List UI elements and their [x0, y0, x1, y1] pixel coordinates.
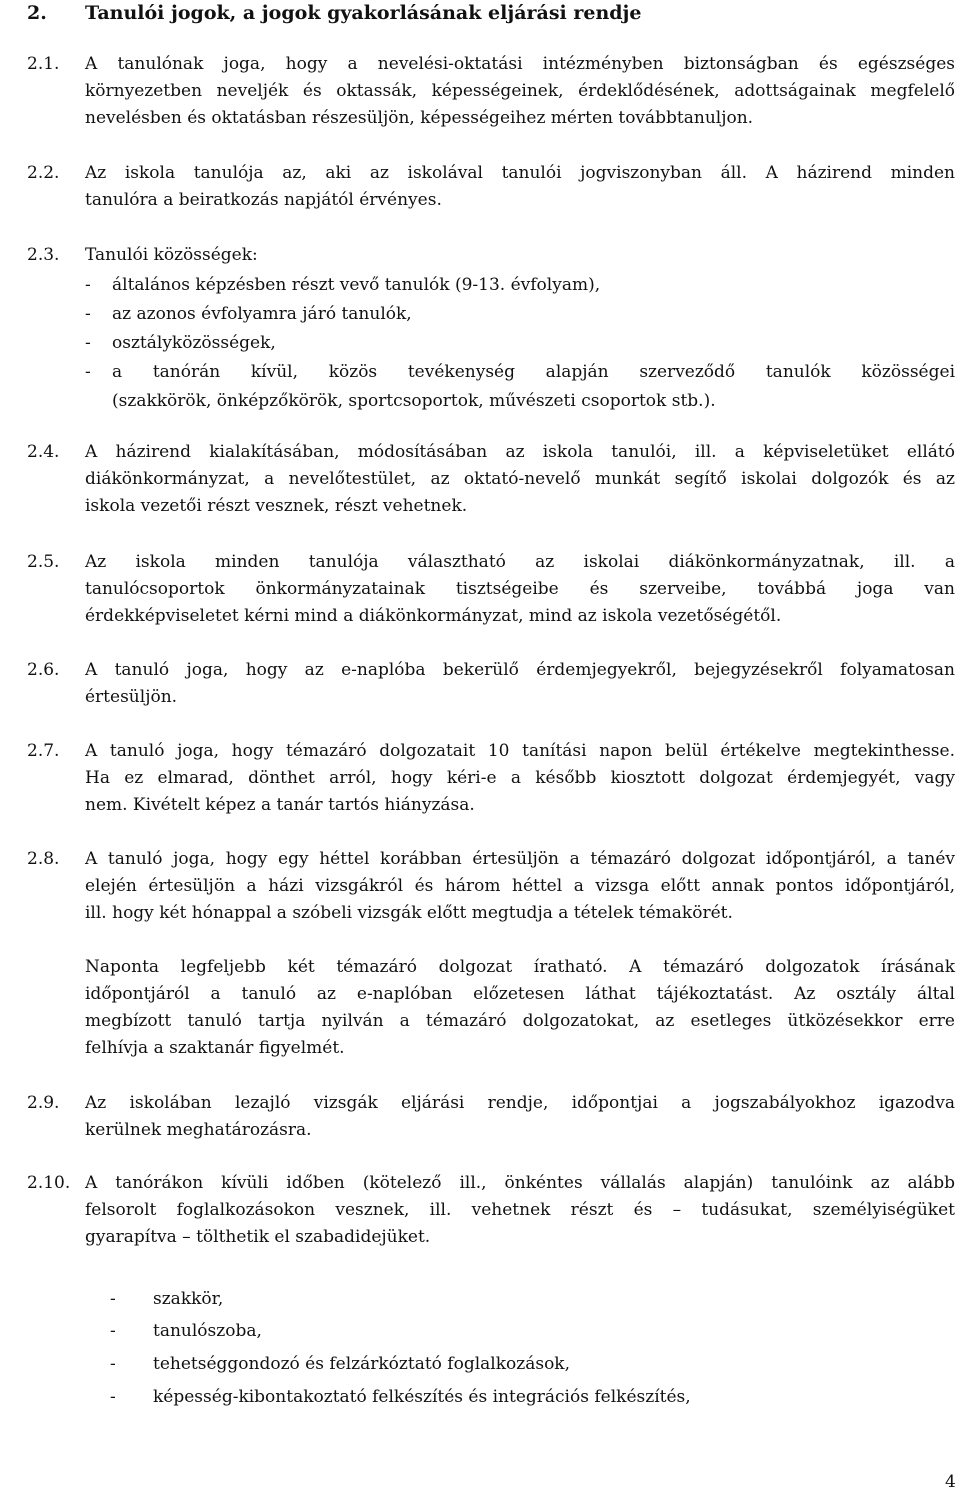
item-line: A tanuló joga, hogy témazáró dolgozatait 10 tanítási napon belül értékelve megtekinthesse. — [85, 741, 955, 761]
section-title: Tanulói jogok, a jogok gyakorlásának eljárási rendje — [85, 2, 642, 24]
item-line: nem. Kivételt képez a tanár tartós hiányzása. — [85, 795, 475, 815]
item-line: Ha ez elmarad, dönthet arról, hogy kéri-e a később kiosztott dolgozat érdemjegyét, vagy — [85, 768, 955, 788]
item-line: gyarapítva – tölthetik el szabadidejüket. — [85, 1227, 431, 1247]
activity-text: tehetséggondozó és felzárkóztató foglalkozások, — [153, 1354, 571, 1374]
item-line: A tanulónak joga, hogy a nevelési-oktatási intézményben biztonságban és egészséges — [85, 54, 955, 74]
item-line: felsorolt foglalkozásokon vesznek, ill. vehetnek részt és – tudásukat, személyiségüket — [85, 1200, 955, 1220]
section-heading — [27, 0, 927, 26]
item-line: A tanuló joga, hogy az e-naplóba bekerülő érdemjegyekről, bejegyzésekről folyamatosan — [85, 660, 955, 680]
item-line: Naponta legfeljebb két témazáró dolgozat íratható. A témazáró dolgozatok írásának — [85, 957, 955, 977]
item-line: iskola vezetői részt vesznek, részt vehetnek. — [85, 496, 468, 516]
item-line: időpontjáról a tanuló az e-naplóban előzetesen láthat tájékoztatást. Az osztály által — [85, 984, 955, 1004]
item-line: környezetben neveljék és oktassák, képességeinek, érdeklődésének, adottságainak megfelelő — [85, 81, 955, 101]
item-line: A házirend kialakításában, módosításában az iskola tanulói, ill. a képviseletüket ellátó — [85, 442, 955, 462]
bullet-dash: - — [110, 1387, 116, 1407]
item-line: elején értesüljön a házi vizsgákról és három héttel a vizsga előtt annak pontos időpontjáról, — [85, 876, 955, 896]
item-line: tanulóra a beiratkozás napjától érvényes. — [85, 190, 442, 210]
item-line: érdekképviseletet kérni mind a diákönkormányzat, mind az iskola vezetőségétől. — [85, 606, 782, 626]
item-number: 2.3. — [27, 245, 60, 265]
item-line: felhívja a szaktanár figyelmét. — [85, 1038, 345, 1058]
item-line: kerülnek meghatározásra. — [85, 1120, 312, 1140]
item-intro: Tanulói közösségek: — [85, 245, 258, 265]
bullet-dash: - — [85, 362, 91, 382]
item-number: 2.8. — [27, 849, 60, 869]
bullet-dash: - — [110, 1354, 116, 1374]
list-item-text: az azonos évfolyamra járó tanulók, — [112, 304, 412, 324]
item-line: megbízott tanuló tartja nyilván a témazáró dolgozatokat, az esetleges ütközésekkor erre — [85, 1011, 955, 1031]
page-number: 4 — [945, 1472, 956, 1492]
bullet-dash: - — [110, 1321, 116, 1341]
item-number: 2.5. — [27, 552, 60, 572]
bullet-dash: - — [85, 275, 91, 295]
list-item-text: osztályközösségek, — [112, 333, 276, 353]
item-line: Az iskola minden tanulója választható az iskolai diákönkormányzatnak, ill. a — [85, 552, 955, 572]
item-line: A tanórákon kívüli időben (kötelező ill., önkéntes vállalás alapján) tanulóink az alább — [85, 1173, 955, 1193]
item-line: diákönkormányzat, a nevelőtestület, az oktató-nevelő munkát segítő iskolai dolgozók és az — [85, 469, 955, 489]
item-number: 2.6. — [27, 660, 60, 680]
item-number: 2.2. — [27, 163, 60, 183]
item-number: 2.1. — [27, 54, 60, 74]
activity-text: képesség-kibontakoztató felkészítés és integrációs felkészítés, — [153, 1387, 691, 1407]
item-line: tanulócsoportok önkormányzatainak tisztségeibe és szerveibe, továbbá joga van — [85, 579, 955, 599]
item-line: Az iskola tanulója az, aki az iskolával tanulói jogviszonyban áll. A házirend minden — [85, 163, 955, 183]
bullet-dash: - — [110, 1289, 116, 1309]
bullet-dash: - — [85, 333, 91, 353]
list-item — [85, 359, 955, 386]
item-number: 2.4. — [27, 442, 60, 462]
item-number: 2.7. — [27, 741, 60, 761]
bullet-dash: - — [85, 304, 91, 324]
list-item-text: a tanórán kívül, közös tevékenység alapján szerveződő tanulók közösségei — [112, 362, 955, 382]
item-line: nevelésben és oktatásban részesüljön, képességeihez mérten továbbtanuljon. — [85, 108, 754, 128]
item-number: 2.9. — [27, 1093, 60, 1113]
item-line: ill. hogy két hónappal a szóbeli vizsgák előtt megtudja a tételek témakörét. — [85, 903, 733, 923]
item-line: értesüljön. — [85, 687, 178, 707]
item-line: A tanuló joga, hogy egy héttel korábban értesüljön a témazáró dolgozat időpontjáról, a tanév — [85, 849, 955, 869]
item-number: 2.10. — [27, 1173, 71, 1193]
activity-text: szakkör, — [153, 1289, 224, 1309]
section-number: 2. — [27, 2, 47, 24]
list-item-text: általános képzésben részt vevő tanulók (9-13. évfolyam), — [112, 275, 601, 295]
list-item-text: (szakkörök, önképzőkörök, sportcsoportok, művészeti csoportok stb.). — [112, 391, 716, 411]
activity-text: tanulószoba, — [153, 1321, 262, 1341]
item-line: Az iskolában lezajló vizsgák eljárási rendje, időpontjai a jogszabályokhoz igazodva — [85, 1093, 955, 1113]
